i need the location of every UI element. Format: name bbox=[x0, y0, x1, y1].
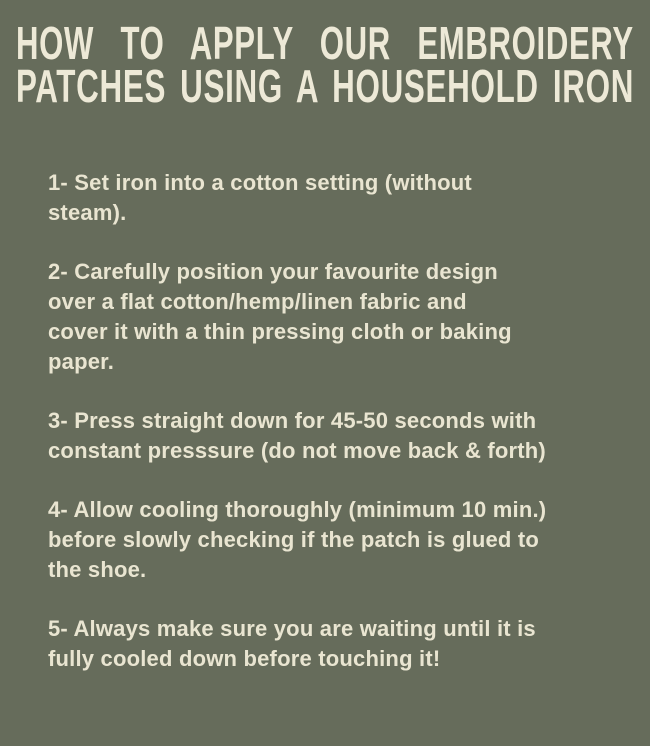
step-2-line: over a flat cotton/hemp/linen fabric and bbox=[48, 289, 467, 314]
step-3 bbox=[48, 406, 602, 466]
step-2-line-last: paper. bbox=[48, 349, 115, 374]
step-1-line: 1- Set iron into a cotton setting (without bbox=[48, 170, 472, 195]
page-title-line-1: HOW TO APPLY OUR EMBROIDERY bbox=[16, 17, 634, 69]
step-2 bbox=[48, 257, 602, 377]
step-4-line: 4- Allow cooling thoroughly (minimum 10 min.) bbox=[48, 497, 547, 522]
step-1 bbox=[48, 168, 602, 228]
page-title-line-2: PATCHES USING A HOUSEHOLD IRON bbox=[16, 60, 635, 112]
instruction-steps bbox=[48, 168, 602, 674]
step-5 bbox=[48, 614, 602, 674]
step-4-line: before slowly checking if the patch is glued to bbox=[48, 527, 540, 552]
step-2-line: cover it with a thin pressing cloth or baking bbox=[48, 319, 512, 344]
step-2-line: 2- Carefully position your favourite design bbox=[48, 259, 498, 284]
page-title bbox=[16, 17, 635, 112]
step-5-line: 5- Always make sure you are waiting until it is bbox=[48, 616, 536, 641]
step-3-line: 3- Press straight down for 45-50 seconds with bbox=[48, 408, 537, 433]
step-3-line-last: constant presssure (do not move back & forth) bbox=[48, 438, 546, 463]
step-4-line-last: the shoe. bbox=[48, 557, 147, 582]
step-4 bbox=[48, 495, 602, 585]
step-5-line-last: fully cooled down before touching it! bbox=[48, 646, 441, 671]
step-1-line-last: steam). bbox=[48, 200, 127, 225]
